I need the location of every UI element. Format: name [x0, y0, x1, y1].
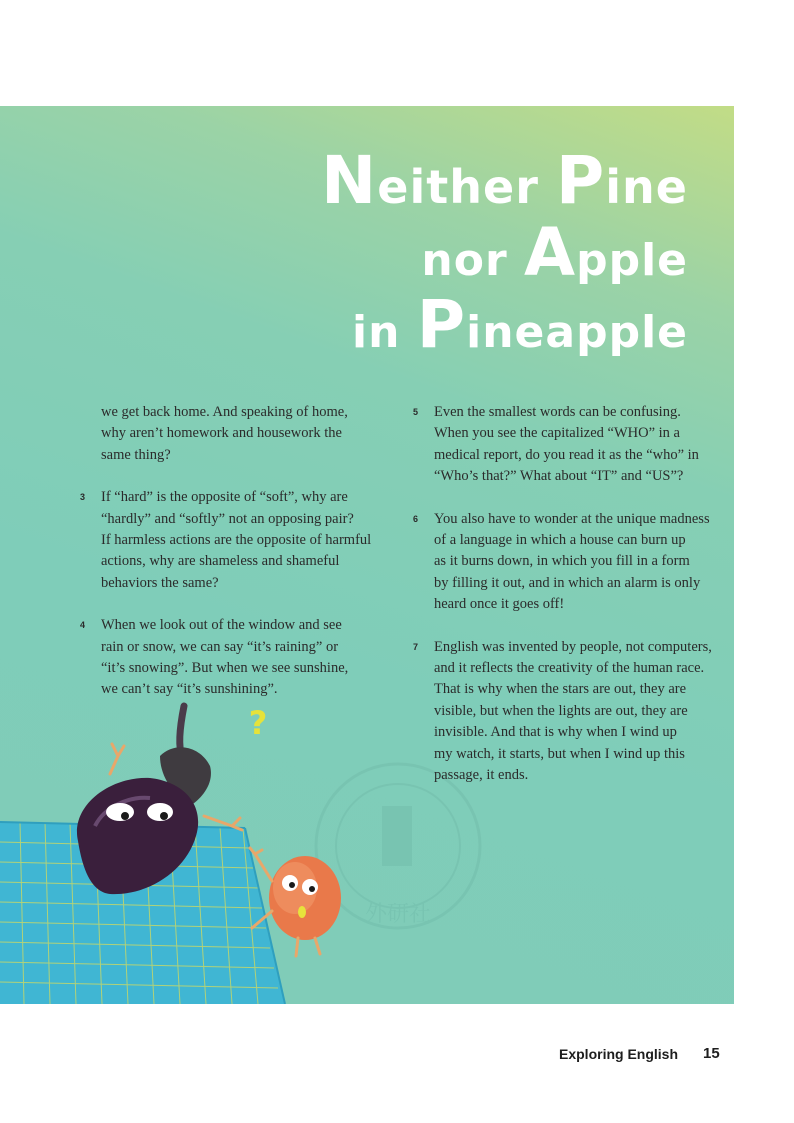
- paragraph-4: 4 When we look out of the window and see rain or snow, we can say “it’s raining” or “it’s snowing”. But when we see sunshine, we can’t say “it’s sunshining”.: [80, 617, 349, 698]
- right-column: [413, 402, 726, 808]
- question-mark: ?: [248, 704, 268, 742]
- paragraph-number: 4: [80, 620, 86, 631]
- page-number: 15: [703, 1045, 720, 1062]
- teal-background-panel: [0, 106, 734, 1004]
- title-line-1: Neither Pine: [321, 142, 688, 219]
- page-title: [321, 142, 688, 364]
- paragraph-6: 6 You also have to wonder at the unique madness of a language in which a house can burn up as it burns down, in which you fill in a form by filling it out, and in which an alarm is only heard once it goes off!: [413, 510, 710, 613]
- paragraph-7: 7 English was invented by people, not computers, and it reflects the creativity of the human race. That is why when the stars are out, they are visible, but when the lights are out, they are invisible. And that is why when I wind up my watch, it starts, but when I wind up this passage, it ends.: [413, 638, 712, 784]
- title-line-2: nor Apple: [421, 214, 688, 291]
- book-title: Exploring English: [559, 1046, 679, 1062]
- paragraph: we get back home. And speaking of home, why aren’t homework and housework the same thing?: [101, 404, 348, 463]
- paragraph-number: 3: [80, 492, 86, 503]
- paragraph-number: 7: [413, 641, 419, 652]
- title-line-3: in Pineapple: [352, 286, 688, 363]
- paragraph-number: 5: [413, 407, 419, 417]
- paragraph-3: 3 If “hard” is the opposite of “soft”, why are “hardly” and “softly” not an opposing pair? If harmless actions are the opposite of harmful actions, why are shameless and shameful behaviors the same?: [80, 489, 372, 591]
- left-column: [80, 402, 391, 722]
- paragraph-5: 5 Even the smallest words can be confusing. When you see the capitalized “WHO” in a medical report, do you read it as the “who” in “Who’s that?” What about “IT” and “US”?: [413, 404, 699, 485]
- paragraph-number: 6: [413, 513, 419, 524]
- watermark-text: 外研社: [364, 902, 432, 927]
